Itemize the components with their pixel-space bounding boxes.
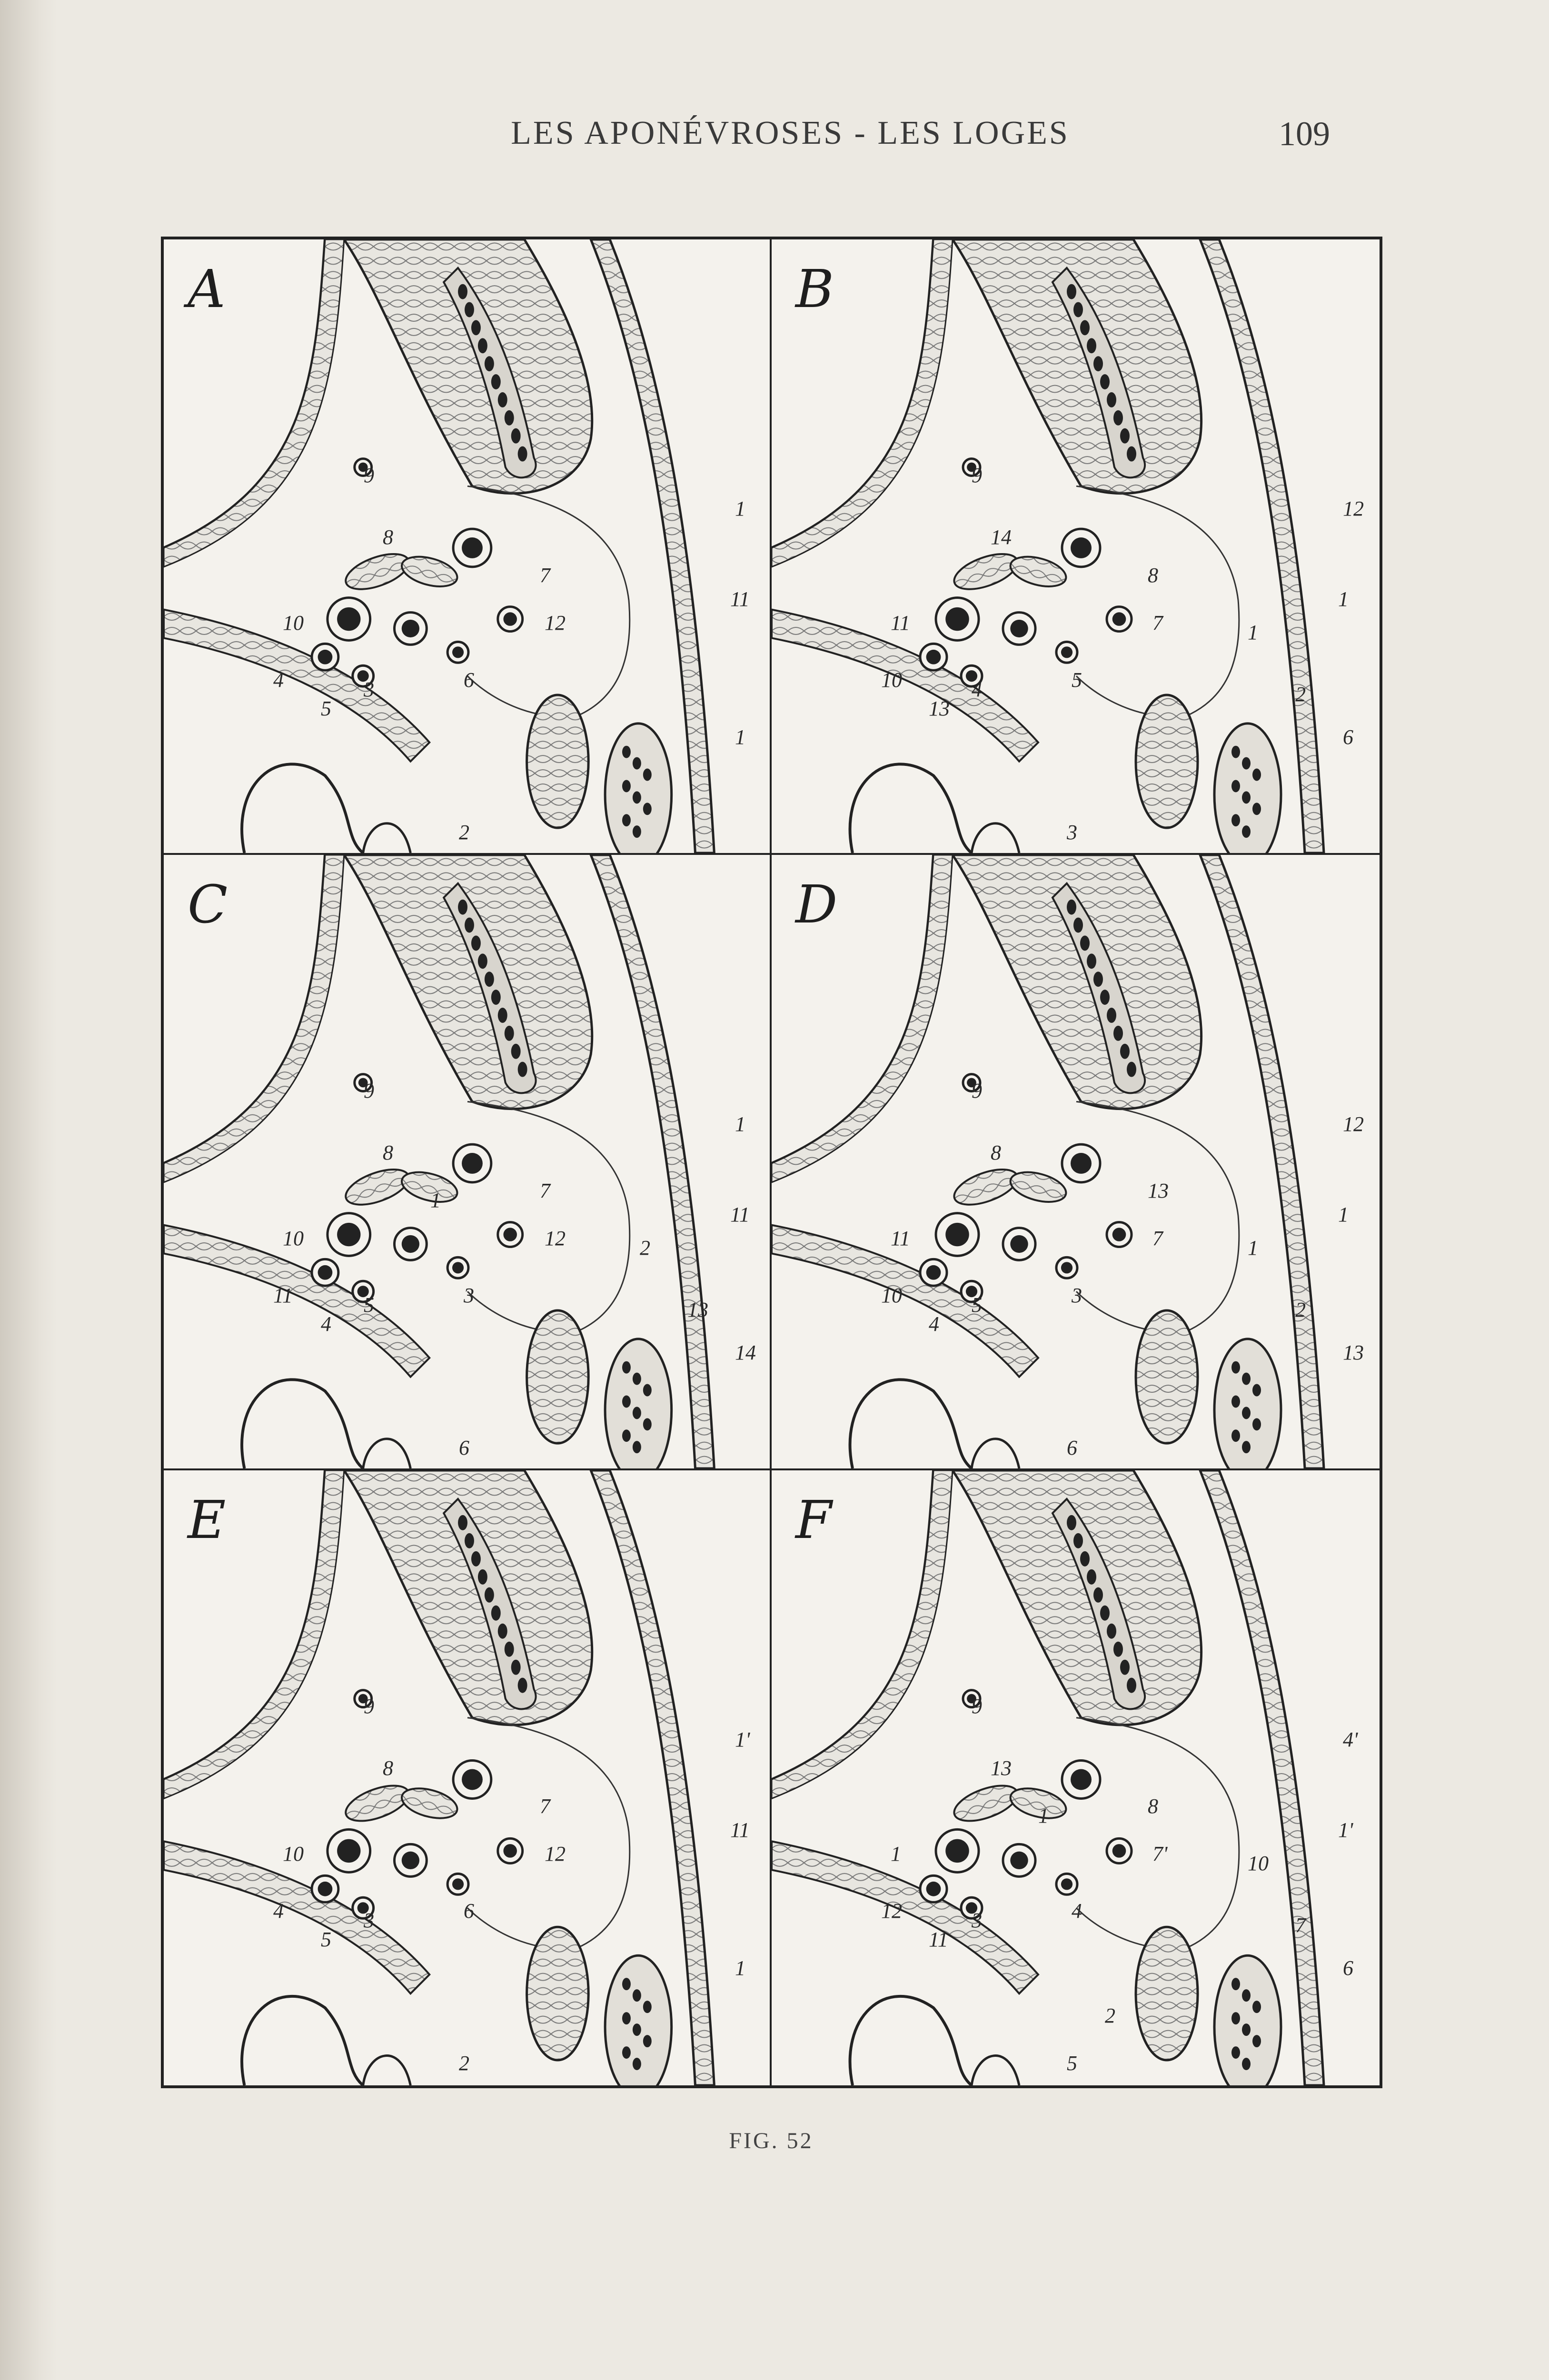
muscle-mass [344,1470,592,1725]
callout-label: 11 [891,611,910,635]
callout-label: 10 [881,1284,902,1307]
callout-label: 13 [991,1756,1012,1780]
callout-label: 6 [1343,725,1353,749]
callout-label: 5 [972,1293,982,1317]
panel-letter: F [795,1489,832,1550]
callout-label: 11 [929,1928,948,1951]
callout-label: 4 [273,668,284,692]
callout-label: 5 [321,1928,331,1951]
panel-b-drawing [772,239,1380,853]
callout-label: 7 [1152,1227,1163,1250]
panel-letter: B [795,258,834,319]
callout-label: 6 [1067,1436,1077,1459]
lower-right-muscle [527,1310,589,1443]
callout-label: 10 [881,668,902,692]
page-binding-edge [0,0,57,2380]
callout-label: 7 [1295,1914,1306,1937]
callout-label: 12 [881,1899,902,1923]
callout-label: 14 [735,1341,756,1364]
callout-label: 1 [735,1956,745,1980]
callout-label: 4 [321,1312,331,1336]
callout-label: 9 [364,1079,374,1102]
callout-label: 12 [1343,1112,1364,1136]
lower-cavity [850,764,972,853]
fascia-line [467,1101,630,1332]
lower-right-muscle [1136,1927,1198,2060]
callout-label: 6 [459,1436,469,1459]
callout-label: 12 [1343,497,1364,520]
panel-f [772,1470,1380,2085]
callout-label: 7 [540,1179,550,1202]
callout-label: 12 [545,611,566,635]
callout-label: 9 [972,1695,982,1718]
callout-label: 7 [540,564,550,587]
callout-label: 6 [464,1899,474,1923]
callout-label: 3 [1067,821,1077,844]
callout-label: 2 [459,2052,469,2075]
muscle-mass [344,239,592,494]
callout-label: 4 [929,1312,939,1336]
callout-label: 3 [364,678,374,701]
callout-label: 1 [1338,1203,1349,1226]
callout-label: 1' [735,1728,750,1751]
callout-label: 2 [1105,2004,1115,2027]
page-number: 109 [1279,115,1330,153]
callout-label: 13 [1148,1179,1169,1202]
callout-label: 5 [1067,2052,1077,2075]
panel-letter: E [188,1489,226,1550]
callout-label: 3 [972,1909,982,1932]
callout-label: 4 [273,1899,284,1923]
small-muscle [950,1162,1022,1212]
callout-label: 4 [972,678,982,701]
callout-label: 10 [283,1842,304,1865]
small-muscle [950,547,1022,596]
callout-label: 10 [283,1227,304,1250]
panel-letter: A [188,258,226,319]
callout-label: 10 [1248,1852,1269,1875]
callout-label: 1 [1038,1804,1049,1827]
callout-label: 8 [383,526,393,549]
figure-52 [161,237,1382,2088]
lower-right-muscle [1136,1310,1198,1443]
callout-label: 7 [1152,611,1163,635]
muscle-mass [344,855,592,1109]
callout-label: 2 [459,821,469,844]
muscle-mass [953,855,1201,1109]
panel-f-drawing [772,1470,1380,2085]
panel-c [164,855,772,1470]
running-head: LES APONÉVROSES - LES LOGES [511,115,1070,151]
callout-label: 1 [430,1189,441,1212]
fascia-line [467,1718,630,1949]
small-muscle [950,1778,1022,1828]
callout-label: 9 [364,464,374,487]
callout-label: 8 [991,1141,1001,1164]
callout-label: 2 [640,1236,650,1259]
fascia-line [1076,1101,1239,1332]
panel-d-drawing [772,855,1380,1468]
panel-c-drawing [164,855,770,1468]
callout-label: 1 [735,1112,745,1136]
panel-a-drawing [164,239,770,853]
callout-label: 1 [735,725,745,749]
figure-caption: FIG. 52 [729,2128,814,2153]
fascia-line [1076,486,1239,716]
callout-label: 14 [991,526,1012,549]
callout-label: 1 [891,1842,901,1865]
callout-label: 2 [1295,1298,1306,1321]
fascia-line [1076,1718,1239,1949]
callout-label: 9 [972,1079,982,1102]
callout-label: 1 [1248,621,1258,644]
panel-b [772,239,1380,855]
callout-label: 11 [730,1203,750,1226]
callout-label: 1' [1338,1818,1353,1842]
callout-label: 6 [464,668,474,692]
lower-muscle-band [772,1841,1038,1993]
callout-label: 13 [687,1298,708,1321]
lower-right-muscle [1136,695,1198,828]
callout-label: 3 [464,1284,474,1307]
callout-label: 11 [730,587,750,611]
callout-label: 2 [1295,683,1306,706]
callout-label: 9 [972,464,982,487]
panel-letter: D [795,874,838,935]
lower-cavity [242,1996,363,2085]
callout-label: 3 [1072,1284,1082,1307]
muscle-mass [953,1470,1201,1725]
callout-label: 10 [283,611,304,635]
callout-label: 12 [545,1842,566,1865]
callout-label: 11 [891,1227,910,1250]
lower-right-muscle [527,695,589,828]
callout-label: 8 [1148,564,1158,587]
lower-cavity [850,1996,972,2085]
callout-label: 12 [545,1227,566,1250]
small-muscle [341,547,414,596]
callout-label: 13 [1343,1341,1364,1364]
callout-label: 8 [383,1756,393,1780]
callout-label: 7 [540,1795,550,1818]
callout-label: 5 [364,1293,374,1317]
callout-label: 1 [1248,1236,1258,1259]
small-muscle [341,1778,414,1828]
panel-a [164,239,772,855]
panel-d [772,855,1380,1470]
callout-label: 5 [1072,668,1082,692]
callout-label: 7' [1152,1842,1168,1865]
callout-label: 11 [273,1284,293,1307]
panel-e [164,1470,772,2085]
callout-label: 1 [1338,587,1349,611]
fascia-line [467,486,630,716]
lower-cavity [242,1379,363,1468]
callout-label: 11 [730,1818,750,1842]
small-muscle [341,1162,414,1212]
muscle-mass [953,239,1201,494]
callout-label: 4' [1343,1728,1358,1751]
callout-label: 4 [1072,1899,1082,1923]
callout-label: 6 [1343,1956,1353,1980]
callout-label: 1 [735,497,745,520]
callout-label: 5 [321,697,331,720]
callout-label: 9 [364,1695,374,1718]
callout-label: 8 [1148,1795,1158,1818]
panel-e-drawing [164,1470,770,2085]
lower-cavity [242,764,363,853]
callout-label: 13 [929,697,950,720]
callout-label: 8 [383,1141,393,1164]
lower-right-muscle [527,1927,589,2060]
callout-label: 3 [364,1909,374,1932]
lower-cavity [850,1379,972,1468]
panel-letter: C [188,874,228,935]
